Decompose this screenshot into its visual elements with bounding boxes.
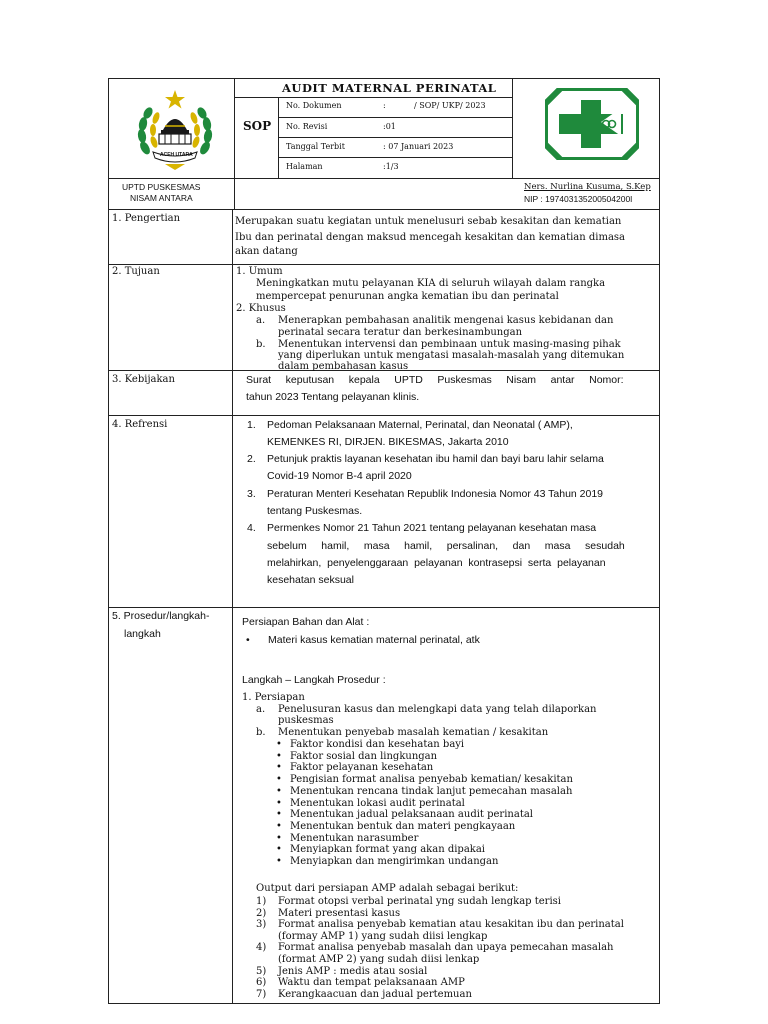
tujuan-khusus-b-marker: b. — [256, 339, 266, 350]
header-row-line-3 — [278, 157, 512, 158]
header-row-line-2 — [278, 137, 512, 138]
bahan-alat-bullet: • — [246, 634, 250, 646]
output-item-line: Format analisa penyebab masalah dan upaya pemecahan masalah — [278, 942, 614, 953]
list-item: Faktor kondisi dan kesehatan bayi — [290, 739, 465, 750]
list-item: Menentukan narasumber — [290, 833, 419, 844]
table-border-top — [108, 78, 660, 79]
revision-label: No. Revisi — [286, 122, 328, 131]
output-item-line: Format analisa penyebab kematian atau kesakitan ibu dan perinatal — [278, 919, 624, 930]
list-item: Faktor sosial dan lingkungan — [290, 751, 438, 762]
section-label-pengertian: 1. Pengertian — [112, 213, 181, 224]
signer-nip: NIP : 197403135200504200l — [524, 194, 633, 204]
revision-value: :01 — [383, 122, 396, 131]
output-item-line: Jenis AMP : medis atau sosial — [278, 966, 428, 977]
issue-date-label: Tanggal Terbit — [286, 142, 345, 151]
tujuan-umum-line-2: mempercepat penurunan angka kematian ibu dan perinatal — [256, 291, 559, 302]
output-item-line: Materi presentasi kasus — [278, 908, 401, 919]
org-name-line1: UPTD PUSKESMAS — [122, 182, 201, 192]
table-border-right — [659, 78, 660, 1004]
tujuan-khusus-b-line-1: Menentukan intervensi dan pembinaan untuk masing-masing pihak — [278, 339, 621, 350]
aceh-utara-emblem-icon — [135, 86, 215, 172]
header-bottom-line — [108, 178, 660, 179]
header-row-line-1 — [278, 117, 512, 118]
section-label-prosedur-line1: 5. Prosedur/langkah- — [112, 610, 210, 622]
list-item: Faktor pelayanan kesehatan — [290, 762, 434, 773]
bullet-marker: • — [276, 786, 282, 797]
persiapan-b-line: Menentukan penyebab masalah kematian / kesakitan — [278, 727, 549, 738]
referensi-4-number: 4. — [247, 522, 256, 534]
list-item: Menyiapkan dan mengirimkan undangan — [290, 856, 499, 867]
sop-label: SOP — [243, 119, 272, 133]
section-line-3 — [108, 415, 660, 416]
kebijakan-line-2: tahun 2023 Tentang pelayanan klinis. — [246, 391, 420, 403]
bullet-marker: • — [276, 809, 282, 820]
referensi-4-line-4: kesehatan seksual — [267, 574, 354, 586]
org-name-line2: NISAM ANTARA — [130, 193, 193, 203]
output-number: 2) — [256, 908, 267, 919]
bullet-marker: • — [276, 751, 282, 762]
referensi-2-number: 2. — [247, 453, 256, 465]
tujuan-umum-heading: 1. Umum — [236, 266, 283, 277]
output-number: 4) — [256, 942, 267, 953]
referensi-4-line-1: Permenkes Nomor 21 Tahun 2021 tentang pelayanan kesehatan masa — [267, 522, 597, 534]
output-title: Output dari persiapan AMP adalah sebagai berikut: — [256, 883, 519, 894]
output-number: 6) — [256, 977, 267, 988]
persiapan-a-line-2: puskesmas — [278, 715, 334, 726]
section-label-referensi: 4. Refrensi — [112, 419, 168, 430]
bullet-marker: • — [276, 856, 282, 867]
bullet-marker: • — [276, 798, 282, 809]
bullet-marker: • — [276, 739, 282, 750]
section-label-kebijakan: 3. Kebijakan — [112, 374, 175, 385]
table-border-left — [108, 78, 109, 1004]
page-label: Halaman — [286, 162, 323, 171]
bullet-marker: • — [276, 762, 282, 773]
output-item-line: Waktu dan tempat pelaksanaan AMP — [278, 977, 465, 988]
referensi-2-line-2: Covid-19 Nomor B-4 april 2020 — [267, 470, 412, 482]
tujuan-khusus-a-line-2: perinatal secara teratur dan berkesinambungan — [278, 327, 523, 338]
output-item-line: Kerangkaacuan dan jadual pertemuan — [278, 989, 472, 1000]
list-item: Menentukan bentuk dan materi pengkayaan — [290, 821, 516, 832]
output-number: 5) — [256, 966, 267, 977]
referensi-1-number: 1. — [247, 419, 256, 431]
persiapan-heading: 1. Persiapan — [242, 692, 305, 703]
section-label-tujuan: 2. Tujuan — [112, 266, 160, 277]
page-value: :1/3 — [383, 162, 399, 171]
signer-name: Ners. Nurlina Kusuma, S.Kep — [524, 182, 651, 192]
pengertian-line-3: akan datang — [235, 246, 298, 257]
persiapan-a-line-1: Penelusuran kasus dan melengkapi data yang telah dilaporkan — [278, 704, 597, 715]
list-item: Menyiapkan format yang akan dipakai — [290, 844, 486, 855]
issue-date-value: : 07 Januari 2023 — [383, 142, 454, 151]
tujuan-khusus-a-line-1: Menerapkan pembahasan analitik mengenai kasus kebidanan dan — [278, 315, 614, 326]
bullet-marker: • — [276, 774, 282, 785]
pengertian-line-2: Ibu dan perinatal dengan maksud mencegah kesakitan dan kematian dimasa — [235, 232, 626, 243]
list-item: Menentukan lokasi audit perinatal — [290, 798, 465, 809]
org-row-bottom-line — [108, 209, 660, 210]
referensi-4-line-2: sebelum hamil, masa hamil, persalinan, dan masa sesudah — [267, 540, 625, 552]
output-number: 1) — [256, 896, 267, 907]
bullet-marker: • — [276, 821, 282, 832]
referensi-1-line-1: Pedoman Pelaksanaan Maternal, Perinatal, dan Neonatal ( AMP), — [267, 419, 573, 431]
bahan-alat-title: Persiapan Bahan dan Alat : — [242, 616, 370, 628]
title-underline — [234, 97, 512, 98]
kebijakan-line-1: Surat keputusan kepala UPTD Puskesmas Nisam antar Nomor: — [246, 374, 624, 386]
emblem-banner-text: ACEH UTARA — [160, 152, 193, 158]
bullet-marker: • — [276, 833, 282, 844]
langkah-title: Langkah – Langkah Prosedur : — [242, 674, 386, 686]
pengertian-line-1: Merupakan suatu kegiatan untuk menelusuri sebab kesakitan dan kematian — [235, 216, 622, 227]
output-item-line: (formay AMP 1) yang sudah diisi lengkap — [278, 931, 488, 942]
section-line-4 — [108, 607, 660, 608]
tujuan-khusus-heading: 2. Khusus — [236, 303, 286, 314]
section-line-1 — [108, 264, 660, 265]
section-label-divider — [232, 209, 233, 1003]
header-divider-right — [512, 78, 513, 178]
tujuan-khusus-b-line-3: dalam pembahasan kasus — [278, 361, 409, 372]
doc-number-value: / SOP/ UKP/ 2023 — [414, 101, 486, 110]
section-label-prosedur-line2: langkah — [124, 628, 161, 640]
output-number: 3) — [256, 919, 267, 930]
persiapan-b-marker: b. — [256, 727, 266, 738]
bahan-alat-item: Materi kasus kematian maternal perinatal, atk — [268, 634, 480, 646]
list-item: Menentukan jadual pelaksanaan audit perinatal — [290, 809, 533, 820]
bullet-marker: • — [276, 844, 282, 855]
referensi-3-line-2: tentang Puskesmas. — [267, 505, 363, 517]
document-title: AUDIT MATERNAL PERINATAL — [282, 81, 497, 95]
output-item-line: (format AMP 2) yang sudah diisi lenkap — [278, 954, 480, 965]
referensi-2-line-1: Petunjuk praktis layanan kesehatan ibu hamil dan bayi baru lahir selama — [267, 453, 604, 465]
referensi-4-line-3: melahirkan, penyelenggaraan pelayanan kontrasepsi serta pelayanan — [267, 557, 606, 569]
persiapan-a-marker: a. — [256, 704, 266, 715]
output-number: 7) — [256, 989, 267, 1000]
doc-number-colon: : — [383, 101, 386, 110]
list-item: Menentukan rencana tindak lanjut pemecahan masalah — [290, 786, 573, 797]
puskesmas-logo-icon — [545, 88, 639, 160]
tujuan-khusus-a-marker: a. — [256, 315, 266, 326]
tujuan-umum-line-1: Meningkatkan mutu pelayanan KIA di seluruh wilayah dalam rangka — [256, 278, 606, 289]
tujuan-khusus-b-line-2: yang diperlukan untuk mengatasi masalah-masalah yang ditemukan — [278, 350, 625, 361]
output-item-line: Format otopsi verbal perinatal yng sudah lengkap terisi — [278, 896, 561, 907]
doc-number-label: No. Dokumen — [286, 101, 342, 110]
referensi-3-line-1: Peraturan Menteri Kesehatan Republik Indonesia Nomor 43 Tahun 2019 — [267, 488, 604, 500]
table-border-bottom — [108, 1003, 660, 1004]
referensi-1-line-2: KEMENKES RI, DIRJEN. BIKESMAS, Jakarta 2010 — [267, 436, 509, 448]
referensi-3-number: 3. — [247, 488, 256, 500]
list-item: Pengisian format analisa penyebab kematian/ kesakitan — [290, 774, 573, 785]
